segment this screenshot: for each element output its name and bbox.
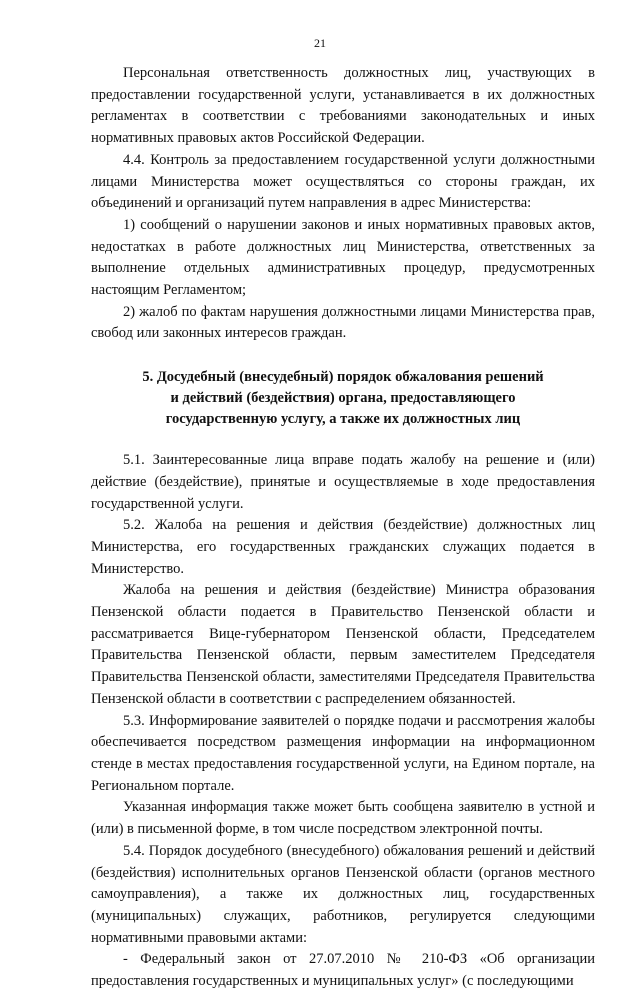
section-heading-line: и действий (бездействия) органа, предоставляющего — [170, 390, 516, 407]
paragraph-responsibility: Персональная ответственность должностных лиц, участвующих в предоставлении государственной услуги, устанавливается в их должностных регламентах в соответствии с требованиями законодательных и иных нормативных правовых актов Российской Федерации. — [91, 65, 595, 147]
paragraph-federal-law: - Федеральный закон от 27.07.2010 № 210-ФЗ «Об организации предоставления государственных и муниципальных услуг» (с последующими — [91, 951, 595, 990]
document-body — [91, 63, 595, 993]
section-5-heading — [91, 367, 595, 430]
paragraph-5-3: 5.3. Информирование заявителей о порядке подачи и рассмотрения жалобы обеспечивается посредством размещения информации на информационном стенде в местах предоставления государственной услуги, на Едином портале, на Региональном портале. — [91, 712, 595, 794]
paragraph-4-4: 4.4. Контроль за предоставлением государственной услуги должностными лицами Министерства может осуществляться со стороны граждан, их объединений и организаций путем направления в адрес Министерства: — [91, 151, 595, 212]
paragraph-5-2: 5.2. Жалоба на решения и действия (бездействие) должностных лиц Министерства, его государственных гражданских служащих подается в Министерство. — [91, 517, 595, 577]
paragraph-info-channels: Указанная информация также может быть сообщена заявителю в устной и (или) в письменной форме, в том числе посредством электронной почты. — [91, 799, 595, 838]
section-heading-line: государственную услугу, а также их должностных лиц — [165, 411, 521, 428]
page-number: 21 — [314, 36, 326, 50]
paragraph-minister-complaint: Жалоба на решения и действия (бездействие) Министра образования Пензенской области подается в Правительство Пензенской области и рассматривается Вице-губернатором Пензенской области, Председателем Правительства Пензенской области, первым заместителем Председателя Правительства Пензенской области, заместителями Председателя Правительства Пензенской области в соответствии с распределением обязанностей. — [91, 582, 595, 707]
section-heading-line: 5. Досудебный (внесудебный) порядок обжалования решений — [142, 369, 544, 386]
list-item-2: 2) жалоб по фактам нарушения должностными лицами Министерства прав, свобод или законных интересов граждан. — [91, 303, 595, 342]
paragraph-5-1: 5.1. Заинтересованные лица вправе подать жалобу на решение и (или) действие (бездействие), принятые и осуществляемые в ходе предоставления государственной услуги. — [91, 452, 595, 512]
list-item-1: 1) сообщений о нарушении законов и иных нормативных правовых актов, недостатках в работе должностных лиц Министерства, ответственных за выполнение отдельных административных процедур, предусмотренных настоящим Регламентом; — [91, 216, 595, 299]
paragraph-5-4: 5.4. Порядок досудебного (внесудебного) обжалования решений и действий (бездействия) исполнительных органов Пензенской области (органов местного самоуправления), а также их должностных лиц, государственных (муниципальных) служащих, работников, регулируется следующими нормативными правовыми актами: — [91, 842, 595, 946]
